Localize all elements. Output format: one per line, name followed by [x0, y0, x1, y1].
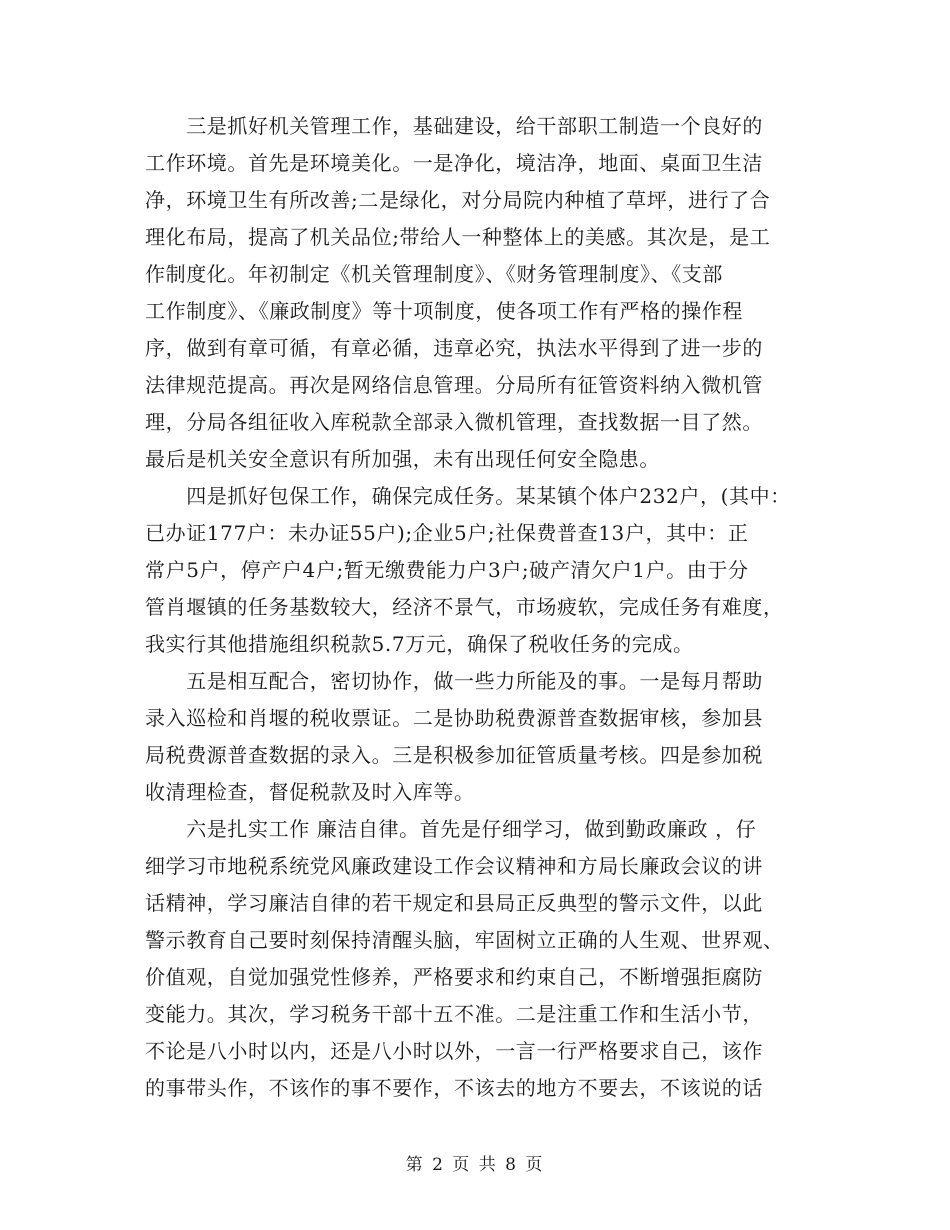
paragraph-integrity: [145, 811, 815, 1107]
text-line: 法律规范提高。再次是网络信息管理。分局所有征管资料纳入微机管: [145, 373, 763, 397]
text-line: 变能力。其次，学习税务干部十五不准。二是注重工作和生活小节，: [145, 1002, 763, 1026]
text-line: 理化布局，提高了机关品位;带给人一种整体上的美感。其次是，是工: [145, 225, 771, 249]
text-line: 作制度化。年初制定《机关管理制度》、《财务管理制度》、《支部: [145, 262, 723, 286]
text-line: 五是相互配合，密切协作，做一些力所能及的事。一是每月帮助: [145, 669, 763, 693]
text-line: 常户5户，停产户4户;暂无缴费能力户3户;破产清欠户1户。由于分: [145, 558, 749, 582]
page-number-footer: 第 2 页 共 8 页: [405, 1155, 545, 1175]
text-line: 话精神，学习廉洁自律的若干规定和县局正反典型的警示文件，以此: [145, 891, 763, 915]
text-line: 净，环境卫生有所改善;二是绿化，对分局院内种植了草坪，进行了合: [145, 188, 771, 212]
text-line: 工作环境。首先是环境美化。一是净化，境洁净，地面、桌面卫生洁: [145, 151, 763, 175]
text-line: 细学习市地税系统党风廉政建设工作会议精神和方局长廉政会议的讲: [145, 854, 763, 878]
text-line: 价值观，自觉加强党性修养，严格要求和约束自己，不断增强拒腐防: [145, 965, 763, 989]
paragraph-office-management: [145, 108, 815, 478]
text-line: 三是抓好机关管理工作，基础建设，给干部职工制造一个良好的: [145, 114, 763, 138]
text-line: 工作制度》、《廉政制度》等十项制度，使各项工作有严格的操作程: [145, 299, 743, 323]
text-line: 我实行其他措施组织税款5.7万元，确保了税收任务的完成。: [145, 632, 694, 656]
text-line: 四是抓好包保工作，确保完成任务。某某镇个体户232户，(其中：: [145, 484, 791, 508]
text-line: 六是扎实工作 廉洁自律。首先是仔细学习，做到勤政廉政 ，仔: [145, 817, 757, 841]
text-line: 警示教育自己要时刻保持清醒头脑，牢固树立正确的人生观、世界观、: [145, 928, 784, 952]
text-line: 不论是八小时以内，还是八小时以外，一言一行严格要求自己，该作: [145, 1039, 763, 1063]
text-line: 收清理检查，督促税款及时入库等。: [145, 780, 475, 804]
text-line: 的事带头作，不该作的事不要作，不该去的地方不要去，不该说的话: [145, 1076, 763, 1100]
text-line: 管肖堰镇的任务基数较大，经济不景气，市场疲软，完成任务有难度，: [145, 595, 784, 619]
text-line: 序，做到有章可循，有章必循，违章必究，执法水平得到了进一步的: [145, 336, 763, 360]
paragraph-cooperation: [145, 663, 815, 811]
text-line: 最后是机关安全意识有所加强，未有出现任何安全隐患。: [145, 447, 660, 471]
text-line: 已办证177户：未办证55户);企业5户;社保费普查13户，其中：正: [145, 521, 749, 545]
text-line: 录入巡检和肖堰的税收票证。二是协助税费源普查数据审核，参加县: [145, 706, 763, 730]
text-line: 理，分局各组征收入库税款全部录入微机管理，查找数据一目了然。: [145, 410, 763, 434]
text-line: 局税费源普查数据的录入。三是积极参加征管质量考核。四是参加税: [145, 743, 763, 767]
document-body: [145, 108, 815, 1107]
paragraph-task-guarantee: [145, 478, 815, 663]
